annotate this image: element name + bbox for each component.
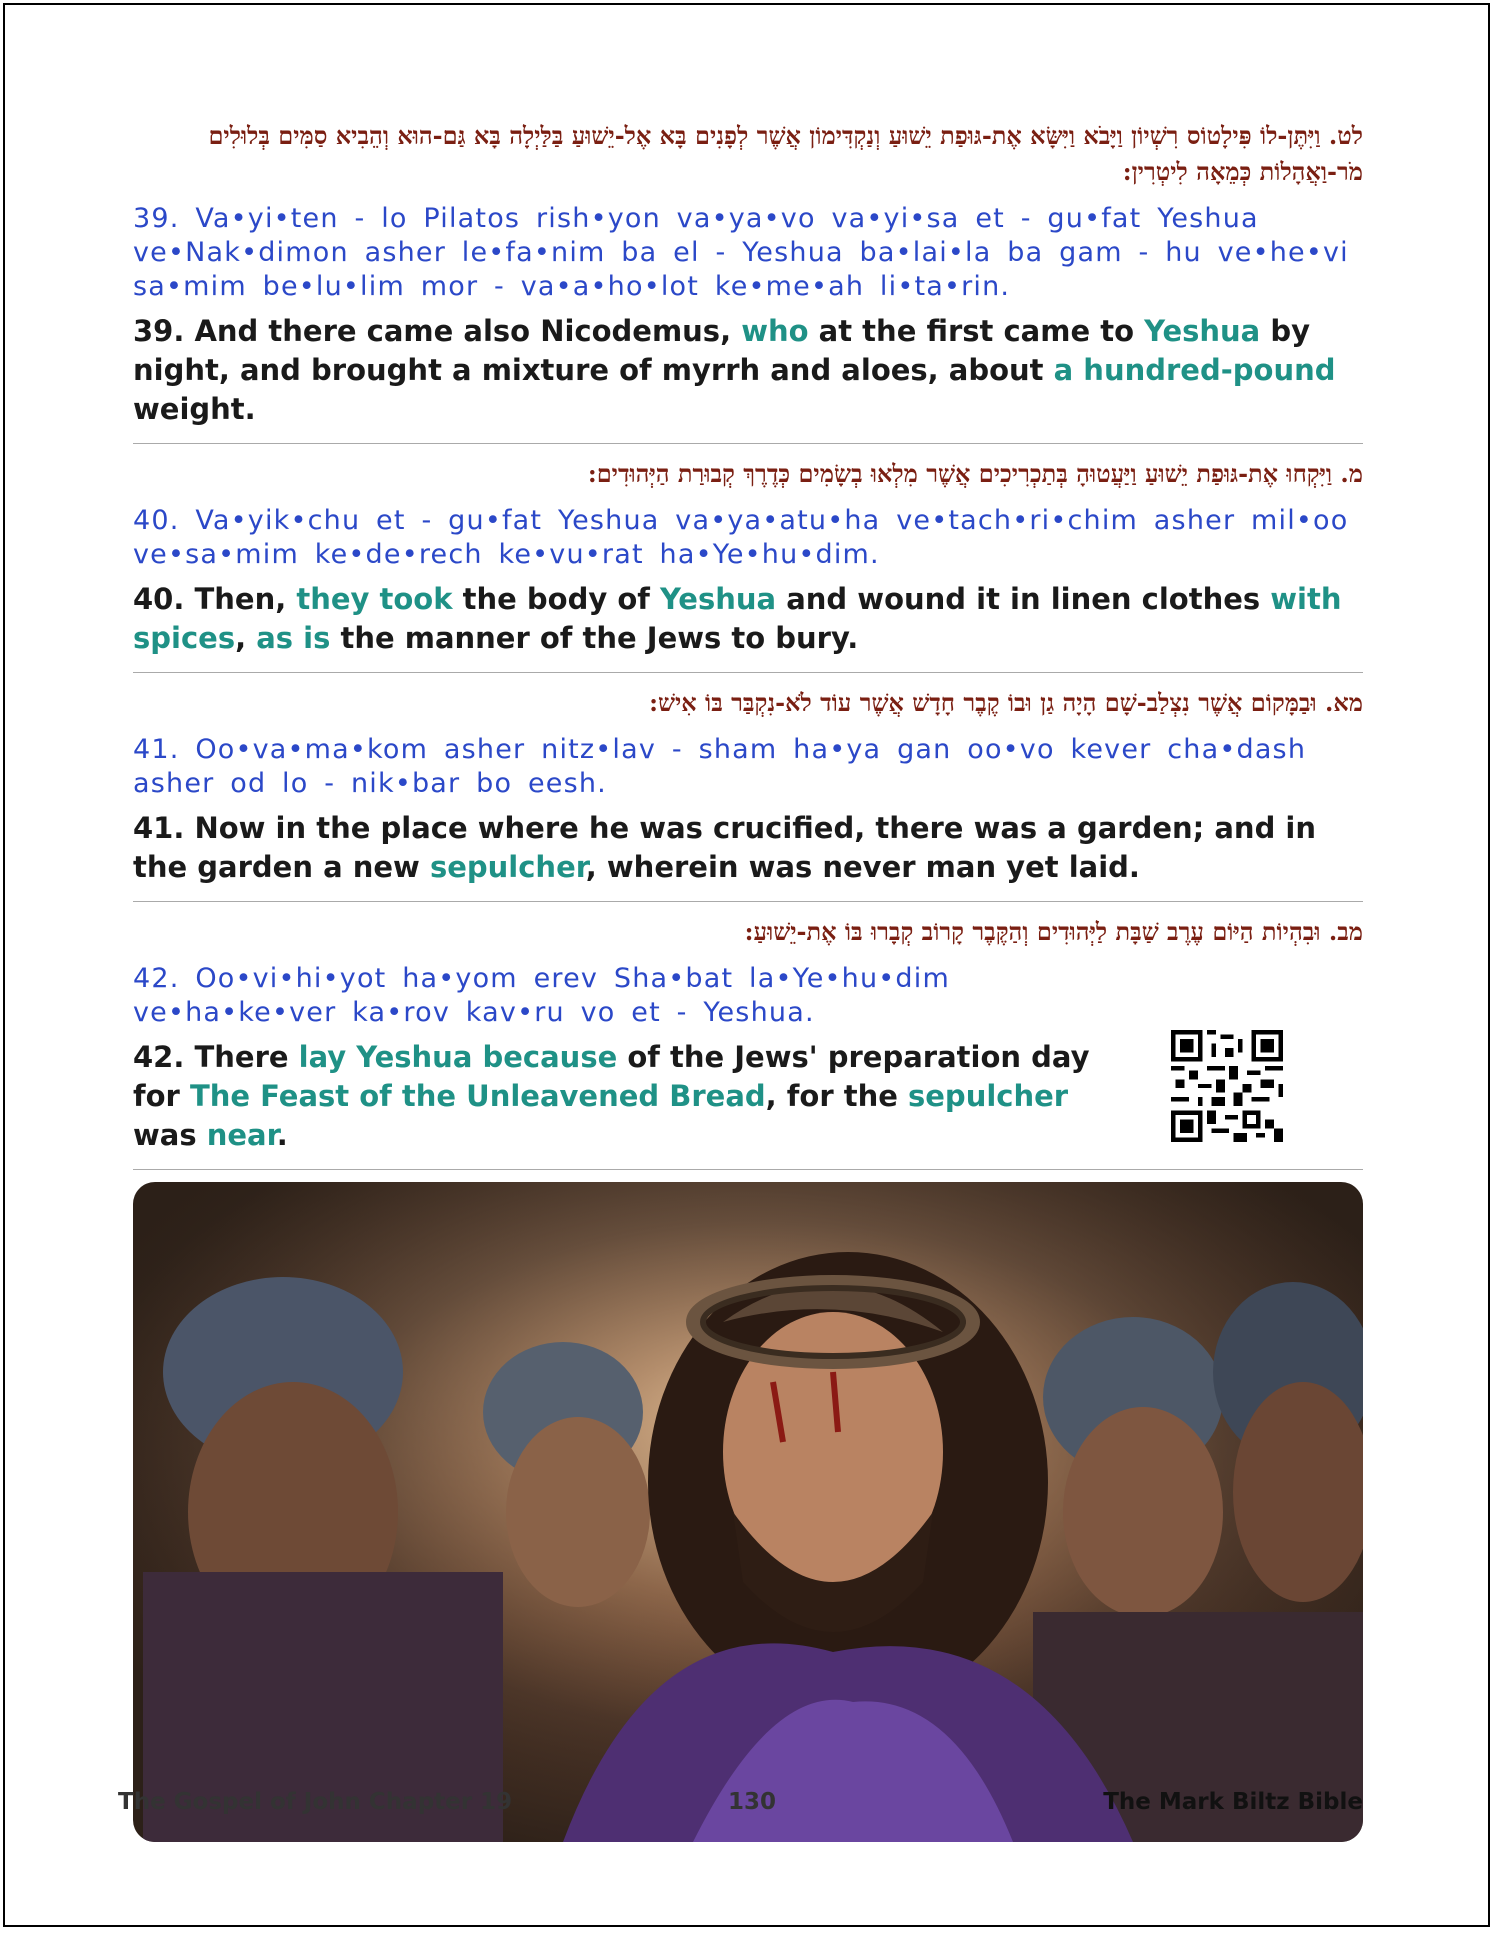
verse-42: [133, 914, 1363, 1170]
english-phrase: of the Jews' preparation day for: [133, 1040, 1090, 1113]
english-phrase: at the first came to: [808, 314, 1145, 348]
illustration-crowned-figure: [133, 1182, 1363, 1842]
highlighted-phrase: they took: [296, 582, 453, 616]
footer-bible-title: The Mark Biltz Bible: [1103, 1789, 1363, 1815]
hebrew-text: מא. וּבַמָּקוֹם אֲשֶׁר נִצְלַב-שָׁם הָיָה גַן וּבוֹ קֶבֶר חָדָשׁ אֲשֶׁר עוֹד לֹא-נִקְבַּר בּוֹ אִישׁ:: [649, 688, 1363, 717]
english-phrase: was: [133, 1118, 207, 1152]
english-phrase: the manner of the Jews to bury.: [330, 621, 859, 655]
page-number: 130: [728, 1789, 777, 1815]
qr-code[interactable]: [1171, 1030, 1283, 1142]
footer-book-title: The Gospel of John Chapter 19: [118, 1789, 513, 1815]
highlighted-phrase: near: [206, 1118, 277, 1152]
english-phrase: 42. There: [133, 1040, 299, 1074]
hebrew-text: לט. וַיִּתֶּן-לוֹ פִּילָטוֹס רִשְׁיוֹן וַיָּבֹא וַיִּשָּׂא אֶת-גּוּפַת יֵשׁוּעַ וְנַקְדִּימוֹן אֲשֶׁר לְפָנִים בָּא אֶל-יֵשׁוּעַ בַּלַּיְלָה בָּא גַּם-הוּא וְהֵבִיא סַמִּים בְּלוּלִים מֹר-וַאֲהָלוֹת כְּמֵאָה לִיטְרִין:: [208, 121, 1363, 186]
verse-41: [133, 685, 1363, 902]
english-text: [133, 580, 1363, 658]
hebrew-text: מב. וּבִהְיוֹת הַיּוֹם עֶרֶב שַׁבָּת לַיְּהוּדִים וְהַקֶּבֶר קָרוֹב קְבָרוּ בּוֹ אֶת-יֵשׁוּעַ:: [744, 917, 1363, 946]
english-phrase: 40. Then,: [133, 582, 297, 616]
highlighted-phrase: sepulcher: [908, 1079, 1069, 1113]
english-text: [133, 1038, 1093, 1155]
page-footer: [118, 1789, 1363, 1829]
verse-40: [133, 456, 1363, 673]
english-phrase: .: [276, 1118, 288, 1152]
english-phrase: 39. And there came also Nicodemus,: [133, 314, 742, 348]
hebrew-text: מ. וַיִּקְחוּ אֶת-גּוּפַת יֵשׁוּעַ וַיַּעֲטוּהָ בְּתַכְרִיכִים אֲשֶׁר מִלְאוּ בְשָׂמִים כְּדֶרֶךְ קְבוּרַת הַיְּהוּדִים:: [587, 459, 1363, 488]
english-phrase: , wherein was never man yet laid.: [585, 850, 1140, 884]
english-phrase: , for the: [765, 1079, 908, 1113]
highlighted-phrase: a hundred-pound: [1053, 353, 1336, 387]
highlighted-phrase: The Feast of the Unleavened Bread: [189, 1079, 766, 1113]
transliteration: 39. Va•yi•ten - lo Pilatos rish•yon va•ya•vo va•yi•sa et - gu•fat Yeshua ve•Nak•dimon asher le•fa•nim ba el - Yeshua ba•lai•la ba gam - hu ve•he•vi sa•mim be•lu•lim mor - va•a•ho•lot ke•me•ah li•ta•rin.: [133, 203, 1349, 302]
highlighted-phrase: Yeshua: [1144, 314, 1261, 348]
english-phrase: weight.: [133, 392, 256, 426]
english-text: [133, 312, 1363, 429]
page-content: [133, 118, 1363, 1842]
transliteration: 41. Oo•va•ma•kom asher nitz•lav - sham ha•ya gan oo•vo kever cha•dash asher od lo - nik•bar bo eesh.: [133, 734, 1307, 799]
english-text: [133, 809, 1363, 887]
english-phrase: and wound it in linen clothes: [776, 582, 1271, 616]
illustration-art: [133, 1182, 1363, 1842]
english-phrase: ,: [235, 621, 257, 655]
verse-39: [133, 118, 1363, 444]
highlighted-phrase: lay Yeshua because: [298, 1040, 618, 1074]
english-phrase: 41. Now in the place where he was crucified, there was a garden; and in the garden a new: [133, 811, 1317, 884]
transliteration: 42. Oo•vi•hi•yot ha•yom erev Sha•bat la•Ye•hu•dim ve•ha•ke•ver ka•rov kav•ru vo et - Yeshua.: [133, 963, 950, 1028]
english-phrase: the body of: [452, 582, 660, 616]
highlighted-phrase: who: [741, 314, 809, 348]
english-phrase: by night, and brought a mixture of myrrh and aloes, about: [133, 314, 1311, 387]
highlighted-phrase: with spices: [133, 582, 1342, 655]
highlighted-phrase: sepulcher: [429, 850, 586, 884]
highlighted-phrase: as is: [256, 621, 331, 655]
transliteration: 40. Va•yik•chu et - gu•fat Yeshua va•ya•atu•ha ve•tach•ri•chim asher mil•oo ve•sa•mim ke•de•rech ke•vu•rat ha•Ye•hu•dim.: [133, 505, 1349, 570]
highlighted-phrase: Yeshua: [659, 582, 777, 616]
